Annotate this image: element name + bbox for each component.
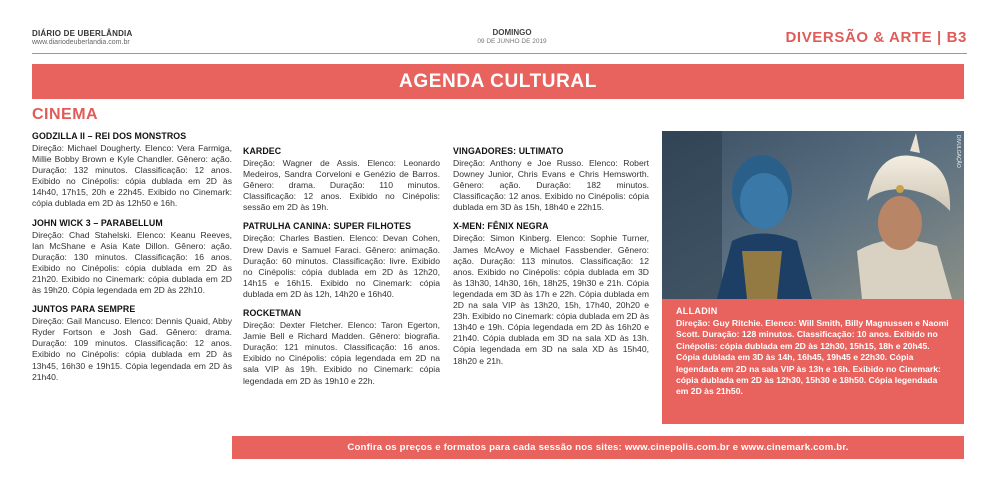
date-block — [452, 28, 572, 45]
photo-credit: DIVULGAÇÃO — [955, 135, 961, 168]
film-title: X-MEN: FÊNIX NEGRA — [453, 221, 549, 232]
agenda-banner — [32, 64, 964, 99]
featured-film — [662, 131, 964, 424]
masthead-divider — [32, 53, 967, 54]
film-title: GODZILLA II – REI DOS MONSTROS — [32, 131, 187, 141]
listing-column-3 — [453, 146, 649, 375]
film-entry — [243, 308, 440, 387]
film-title: JUNTOS PARA SEMPRE — [32, 304, 136, 315]
date-full: 09 DE JUNHO DE 2019 — [477, 38, 547, 45]
masthead — [32, 28, 967, 54]
film-description: Direção: Charles Bastien. Elenco: Devan Cohen, Drew Davis e Samuel Faraci. Gênero: animação. Duração: 60 minutos. Classificação: livre. Exibido no Cinépolis: cópia dublada em 2D às 12h20, 14h15 e 16h15. Exibido no Cinemark: cópia dublada em 2D às 12h, 14h20 e 16h40. — [243, 233, 440, 299]
category-title: CINEMA — [32, 106, 99, 123]
film-description: Direção: Gail Mancuso. Elenco: Dennis Quaid, Abby Ryder Fortson e Josh Gad. Gênero: drama. Duração: 109 minutos. Classificação: 12 anos. Exibido no Cinépolis: cópia dublada em 2D às 13h45, 16h30 e 19h15. Cópia legendada em 2D às 21h40. — [32, 316, 232, 382]
film-entry — [32, 218, 232, 297]
featured-film-title: ALLADIN — [676, 306, 718, 316]
film-still-illustration — [662, 131, 964, 299]
film-description: Direção: Chad Stahelski. Elenco: Keanu Reeves, Ian McShane e Asia Kate Dillon. Gênero: ação. Duração: 130 minutos. Classificação: 16 anos. Exibido no Cinépolis: cópia dublada em 2D às 21h20. Exibido no Cinemark: cópia dublada em 2D às 19h20. Cópia legendada em 2D às 22h10. — [32, 229, 232, 296]
film-description: Direção: Michael Dougherty. Elenco: Vera Farmiga, Millie Bobby Brown e Kyle Chandler. Gênero: ação. Duração: 132 minutos. Classificação: 12 anos. Exibido no Cinépolis: cópia dublada em 2D às 14h40, 17h15, 20h e 22h45. Exibido no Cinemark: cópia dublada em 2D às 12h50 e 16h. — [32, 143, 232, 209]
footer-text[interactable]: Confira os preços e formatos para cada sessão nos sites: www.cinepolis.com.br e www.cinemark.com.br. — [347, 442, 849, 453]
film-description: Direção: Anthony e Joe Russo. Elenco: Robert Downey Junior, Chris Evans e Chris Hemsworth. Gênero: ação. Duração: 182 minutos. Classificação: 12 anos. Exibido no Cinépolis: cópia dublada em 3D às 15h, 18h40 e 22h15. — [453, 158, 649, 213]
section-header: DIVERSÃO & ARTE | B3 — [785, 29, 967, 46]
banner-title: AGENDA CULTURAL — [399, 70, 597, 92]
featured-film-description: Direção: Guy Ritchie. Elenco: Will Smith, Billy Magnussen e Naomi Scott. Duração: 128 minutos. Classificação: 10 anos. Exibido no Cinépolis: cópia dublada em 2D às 12h30, 15h15, 18h e 20h45. Cópia dublada em 3D às 14h, 16h45, 19h45 e 22h30. Cópia legendada em 2D na sala VIP às 13h e 16h. Exibido no Cinemark: cópia dublada em 2D às 12h30, 15h30 e 18h50. Cópia legendada em 2D às 21h50. — [676, 318, 949, 397]
listing-column-2 — [243, 146, 440, 395]
footer-banner — [232, 436, 964, 459]
film-entry — [243, 146, 440, 213]
featured-film-box — [662, 299, 964, 424]
film-entry — [32, 131, 232, 210]
film-entry — [243, 221, 440, 300]
film-description: Direção: Dexter Fletcher. Elenco: Taron Egerton, Jamie Bell e Richard Madden. Gênero: biografia. Duração: 121 minutos. Classificação: 16 anos. Exibido no Cinépolis: cópia legendada em 2D na sala VIP às 19h. Exibido no Cinemark: cópia legendada em 2D às 19h10 e 22h. — [243, 320, 440, 386]
film-title: VINGADORES: ULTIMATO — [453, 146, 564, 156]
date-day: DOMINGO — [492, 28, 532, 37]
film-description: Direção: Wagner de Assis. Elenco: Leonardo Medeiros, Sandra Corveloni e Genézio de Barros. Gênero: drama. Duração: 110 minutos. Classificação: 12 anos. Exibido no Cinépolis: sessão em 2D às 19h. — [243, 158, 440, 213]
listing-column-1 — [32, 131, 232, 391]
film-entry — [453, 146, 649, 213]
film-title: JOHN WICK 3 – PARABELLUM — [32, 217, 163, 228]
film-title: ROCKETMAN — [243, 308, 302, 319]
film-title: KARDEC — [243, 146, 282, 156]
featured-film-photo — [662, 131, 964, 299]
publication-website[interactable]: www.diariodeuberlandia.com.br — [32, 39, 130, 46]
film-entry — [453, 221, 649, 366]
film-entry — [32, 304, 232, 383]
film-title: PATRULHA CANINA: SUPER FILHOTES — [243, 221, 412, 232]
film-description: Direção: Simon Kinberg. Elenco: Sophie Turner, James McAvoy e Michael Fassbender. Gênero: ação. Duração: 113 minutos. Classificação: 12 anos. Exibido no Cinépolis: cópia dublada em 3D às 13h30, 14h30, 16h, 18h25, 19h30 e 21h. Cópia legendada em 3D às 17h e 22h. Cópia dublada em 2D na sala VIP às 13h20, 15h, 17h40, 20h20 e 23h. Exibido no Cinemark: cópia dublada em 2D às 13h40 e 19h. Cópia legendada em 2D às 16h20 e 21h40. Cópia dublada em 3D na sala XD às 13h. Cópia legendada em 3D na sala XD às 15h40, 18h20 e 21h. — [453, 233, 649, 366]
publication-name: DIÁRIO DE UBERLÂNDIA — [32, 29, 133, 38]
